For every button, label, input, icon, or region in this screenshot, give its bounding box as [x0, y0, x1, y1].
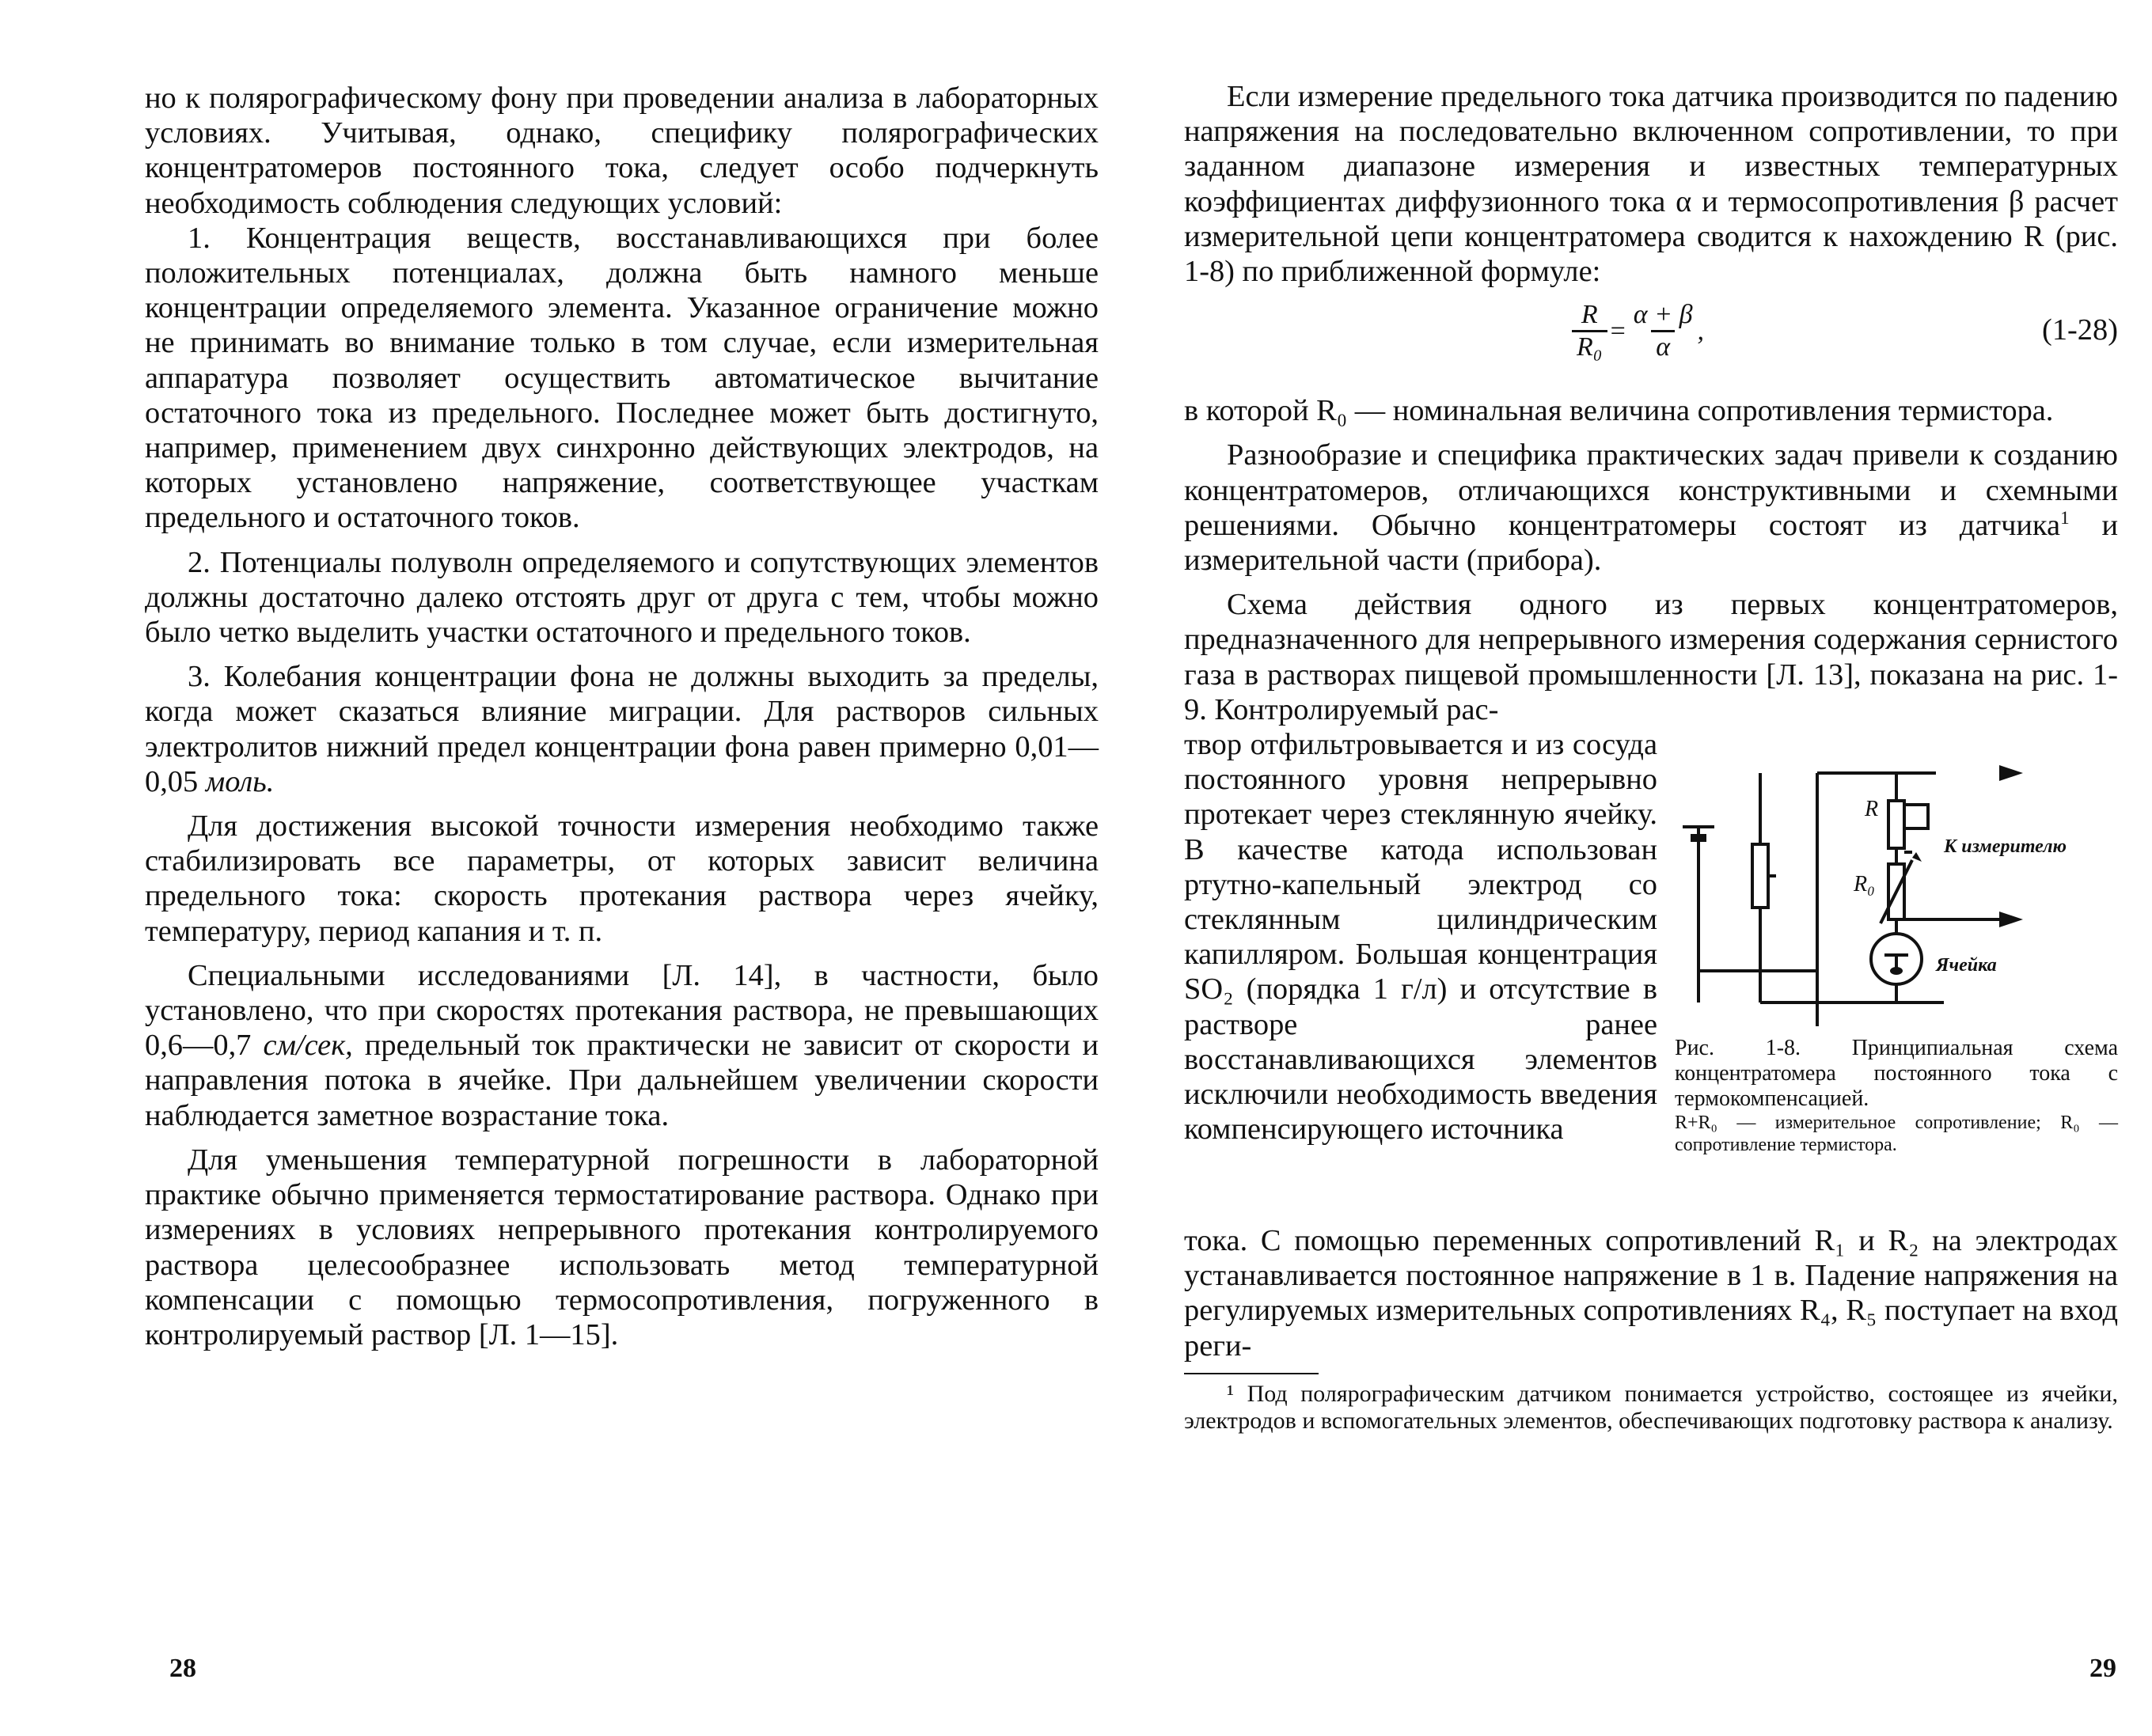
paragraph: тока. С помощью переменных сопротивлений R₁ и R₂ на электродах устанавливается постоянное напряжение в 1 в. Падение напряжения на регулируемых измерительных сопротивлениях R₄, R₅ поступает на вход реги-: [1184, 1224, 2118, 1363]
paragraph-text: предельный ток практически не зависит от скорости и направления потока в ячейке. При дальнейшем увеличении скорости наблюдается заметное возрастание тока.: [145, 1029, 1099, 1132]
paragraph: 1. Концентрация веществ, восстанавливающихся при более положительных потенциалах, должна быть намного меньше концентрации определяемого элемента. Указанное ограничение можно не принимать во внимание только в том случае, если измерительная аппаратура позволяет осуществить автоматическое вычитание остаточного тока из предельного. Последнее может быть достигнуто, например, применением двух синхронно действующих электродов, на которых установлено напряжение, соответствующее участкам предельного и остаточного токов.: [145, 221, 1099, 535]
left-text-column: [145, 81, 1099, 1352]
paragraph: Схема действия одного из первых концентратомеров, предназначенного для непрерывного измерения содержания сернистого газа в растворах пищевой промышленности [Л. 13], показана на рис. 1-9. Контролируемый рас-: [1184, 588, 2118, 726]
formula-rhs-numerator: α + β: [1633, 300, 1693, 330]
label-cell: Ячейка: [1936, 955, 1997, 976]
paragraph-wrapped: твор отфильтровывается и из сосуда постоянного уровня непрерывно протекает через стеклянную ячейку. В качестве катода использован ртутно-капельный электрод со стеклянным цилиндрическим капилляром. Большая концентрация SO₂ (порядка 1 г/л) и отсутствие в растворе ранее восстанавливающихся элементов исключили необходимость введения компенсирующего источника: [1184, 728, 1657, 1147]
formula-comma: ,: [1697, 316, 1705, 346]
paragraph-text: и измерительной части (прибора).: [1184, 508, 2119, 578]
formula-lhs-denominator: R₀: [1572, 330, 1607, 362]
paragraph-text: Разнообразие и специфика практических задач привели к созданию концентратомеров, отличающихся конструктивными и схемными решениями. Обычно концентратомеры состоят из датчика: [1184, 438, 2118, 542]
paragraph: Для достижения высокой точности измерения необходимо также стабилизировать все параметры, от которых зависит величина предельного тока: скорость протекания раствора через ячейку, температуру, период капания и т. п.: [145, 809, 1099, 948]
figure-wrap-block: [1184, 727, 2118, 1223]
label-r: R: [1865, 797, 1879, 822]
paragraph: 2. Потенциалы полуволн определяемого и сопутствующих элементов должны достаточно далеко отстоять друг от друга с тем, чтобы можно было четко выделить участки остаточного и предельного токов.: [145, 545, 1099, 650]
figure-1-8: [1675, 733, 2118, 1156]
footnote-rule: [1184, 1373, 1319, 1374]
label-meter: К измерителю: [1944, 836, 2067, 858]
formula-rhs: [1629, 300, 1698, 362]
paragraph-text: Специальными исследованиями [Л. 14], в частности, было установлено, что при скоростях протекания раствора, не превышающих 0,6—0,7: [145, 958, 1099, 1063]
formula-rhs-denominator: α: [1651, 330, 1675, 362]
footnote: ¹ Под полярографическим датчиком понимается устройство, состоящее из ячейки, электродов и вспомогательных элементов, обеспечивающих подготовку раствора к анализу.: [1184, 1380, 2118, 1434]
paragraph: [1184, 438, 2118, 578]
paragraph: но к полярографическому фону при проведении анализа в лабораторных условиях. Учитывая, однако, специфику полярографических концентратомеров постоянного тока, следует особо подчеркнуть необходимость соблюдения следующих условий:: [145, 81, 1099, 220]
page-number: 28: [169, 1654, 196, 1683]
figure-caption-legend: R+R₀ — измерительное сопротивление; R₀ — сопротивление термистора.: [1675, 1112, 2118, 1156]
paragraph: [145, 659, 1099, 799]
page-number: 29: [2089, 1654, 2116, 1683]
formula-lhs-numerator: R: [1581, 300, 1598, 330]
footnote-marker: 1: [2060, 507, 2070, 529]
formula: [1184, 289, 2118, 393]
paragraph: Если измерение предельного тока датчика производится по падению напряжения на последовательно включенном сопротивлении, то при заданном диапазоне измерения и известных температурных коэффициентах диффузионного тока α и термосопротивления β расчет измерительной цепи концентратомера сводится к нахождению R (рис. 1-8) по приближенной формуле:: [1184, 80, 2118, 289]
figure-caption: Рис. 1-8. Принципиальная схема концентратомера постоянного тока с термокомпенсацией.: [1675, 1036, 2118, 1112]
paragraph: в которой R₀ — номинальная величина сопротивления термистора.: [1184, 394, 2054, 428]
right-text-column: [1184, 79, 2118, 1435]
paragraph: [145, 958, 1099, 1133]
equation-number: (1-28): [2042, 313, 2118, 347]
formula-expression: [1572, 300, 1704, 362]
unit-mol: моль.: [205, 764, 275, 798]
formula-equals: =: [1610, 316, 1626, 346]
label-r0: R₀: [1854, 872, 1875, 897]
unit-speed: см/сек,: [263, 1029, 353, 1063]
circuit-diagram: [1675, 733, 2118, 1026]
right-page: [1076, 0, 2152, 1736]
formula-lhs: [1572, 300, 1607, 362]
paragraph-text: 3. Колебания концентрации фона не должны выходить за пределы, когда может сказаться влияние миграции. Для растворов сильных электролитов нижний предел концентрации фона равен примерно 0,01—0,05: [145, 660, 1099, 798]
paragraph: Для уменьшения температурной погрешности в лабораторной практике обычно применяется термостатирование раствора. Однако при измерениях в условиях непрерывного протекания контролируемого раствора целесообразнее использовать метод температурной компенсации с помощью термосопротивления, погруженного в контролируемый раствор [Л. 1—15].: [145, 1143, 1099, 1351]
